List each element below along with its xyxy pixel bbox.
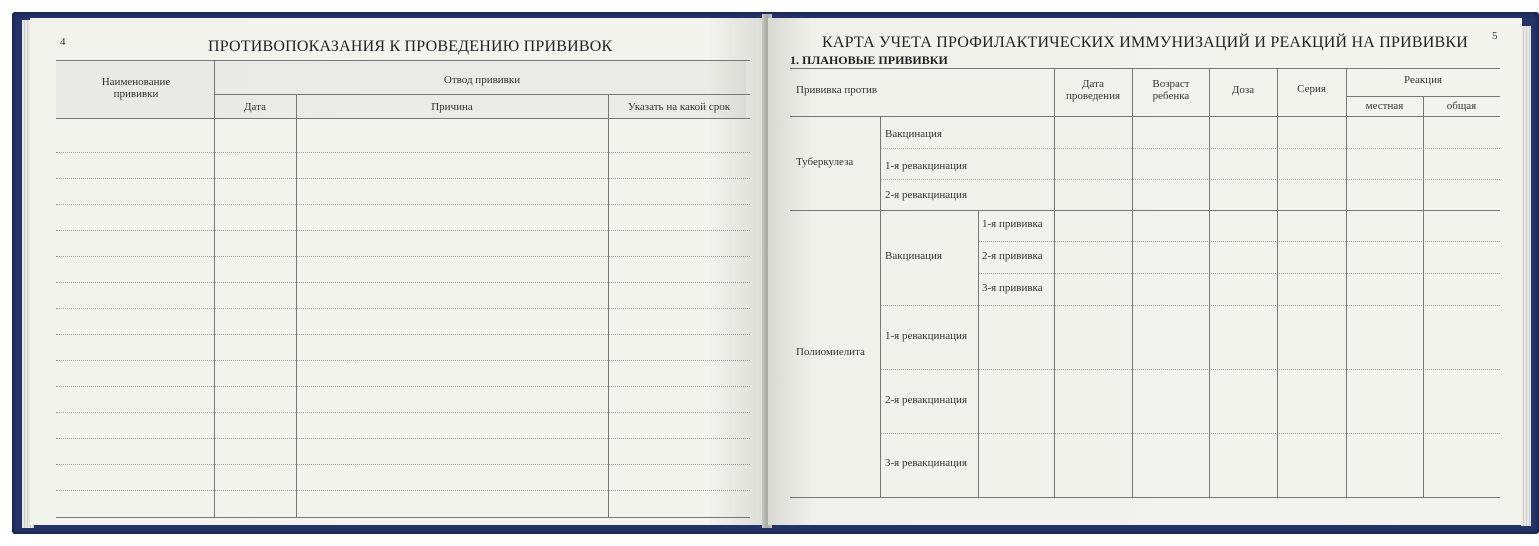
contraindications-table — [56, 60, 750, 518]
col-reaction-general: общая — [1446, 100, 1477, 112]
row-tb-revaccination-1: 1-я ревакцинация — [885, 160, 968, 172]
col-child-age: Возраст ребенка — [1152, 78, 1190, 102]
col-group-exemption: Отвод прививки — [443, 74, 521, 86]
col-reason: Причина — [431, 101, 473, 113]
immunization-table — [790, 68, 1500, 498]
row-polio-dose-1: 1-я прививка — [982, 218, 1043, 230]
col-date: Дата — [244, 101, 266, 113]
col-reaction: Реакция — [1403, 74, 1443, 86]
right-page — [768, 18, 1522, 525]
row-polio-revaccination-3: 3-я ревакцинация — [885, 457, 968, 469]
row-tb-revaccination-2: 2-я ревакцинация — [885, 189, 968, 201]
row-tb-vaccination: Вакцинация — [885, 128, 942, 140]
col-vaccine-against: Прививка против — [796, 84, 878, 96]
right-page-number: 5 — [1492, 30, 1498, 42]
col-administration-date: Дата проведения — [1065, 78, 1121, 102]
col-series: Серия — [1297, 83, 1326, 95]
col-term: Указать на какой срок — [627, 101, 731, 113]
col-vaccine-name: Наименование прививки — [101, 76, 171, 100]
row-group-tuberculosis: Туберкулеза — [796, 156, 854, 168]
left-page — [30, 18, 766, 525]
row-polio-revaccination-2: 2-я ревакцинация — [885, 394, 968, 406]
right-page-edges — [1521, 26, 1531, 526]
row-group-polio: Полиомиелита — [796, 346, 865, 358]
row-polio-dose-3: 3-я прививка — [982, 282, 1043, 294]
row-polio-revaccination-1: 1-я ревакцинация — [885, 330, 968, 342]
right-page-title: КАРТА УЧЕТА ПРОФИЛАКТИЧЕСКИХ ИММУНИЗАЦИЙ И РЕАКЦИЙ НА ПРИВИВКИ — [822, 34, 1468, 51]
col-dose: Доза — [1231, 84, 1255, 96]
section-planned-vaccinations: 1. ПЛАНОВЫЕ ПРИВИВКИ — [790, 53, 948, 67]
left-page-number: 4 — [60, 36, 66, 48]
left-page-title: ПРОТИВОПОКАЗАНИЯ К ПРОВЕДЕНИЮ ПРИВИВОК — [208, 38, 613, 55]
row-polio-vaccination: Вакцинация — [885, 250, 942, 262]
row-polio-dose-2: 2-я прививка — [982, 250, 1043, 262]
col-reaction-local: местная — [1365, 100, 1404, 112]
